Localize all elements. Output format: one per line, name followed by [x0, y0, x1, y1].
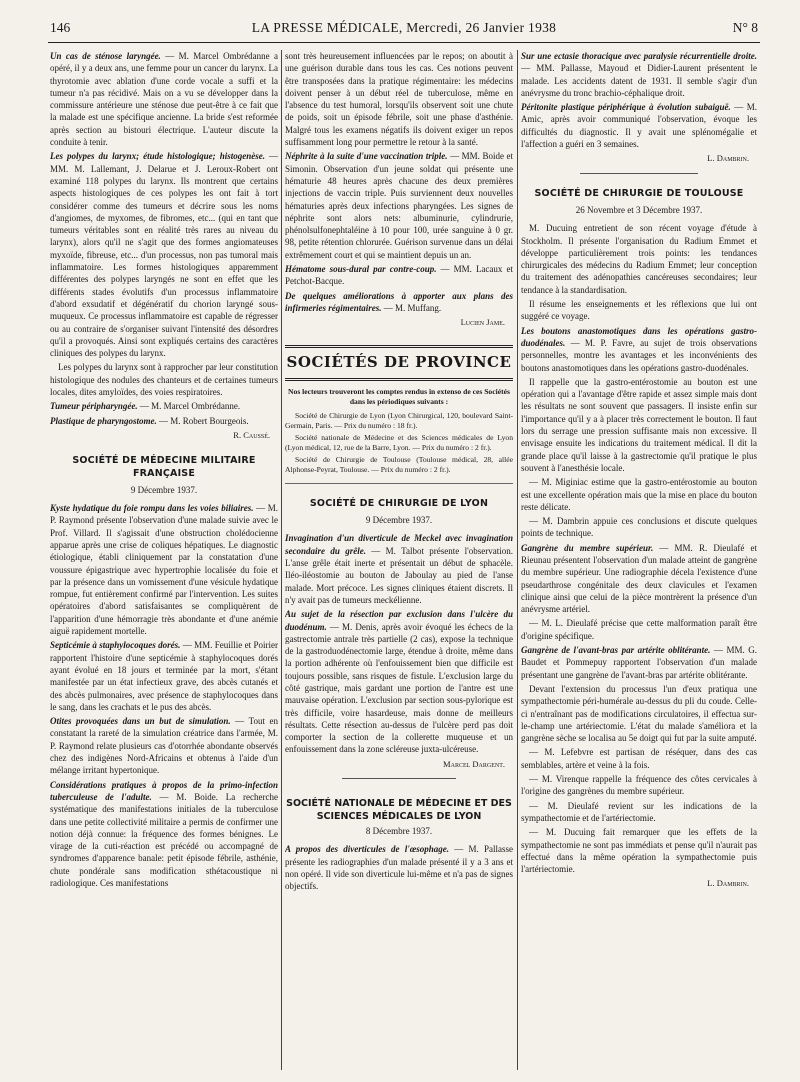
column-rule-1 — [281, 50, 282, 1070]
signature: Lucien Jame. — [460, 317, 505, 328]
article-title: Les boutons anastomotiques dans les opérations gastro-duodénales. — [521, 325, 757, 348]
article-infirmeries — [285, 290, 513, 315]
section-heading: SOCIÉTÉ DE CHIRURGIE DE TOULOUSE — [534, 187, 744, 199]
article-title: Néphrite à la suite d'une vaccination triple. — [285, 151, 448, 162]
signature: R. Caussé. — [233, 429, 270, 440]
article-text: — MM. Lacaux et Petchot-Bacque. — [285, 264, 513, 287]
section-heading: SOCIÉTÉ DE CHIRURGIE DE LYON — [309, 497, 489, 509]
running-header — [50, 20, 758, 42]
paragraph: — M. Ducuing fait remarquer que les effets de la sympathectomie ne sont pas immédiats et pense qu'il n'aurait pas effectué dans la même opération la sympathectomie puis l'artériectomie. — [521, 827, 757, 875]
article-text: — M. Denis, après avoir évoqué les échecs de la gastrectomie antrale très partielle (2 cas), expose la technique de la gastroduodénectomie large, étendue à droite, même dans la portion adhérente où l'enfouissement bien que difficile est toujours possible, sans risques de fistule. L'exclusion large du côté gastrique, mais gardant une portion de l'antre est une mauvaise opération. L'exclusion par section sous-pylorique est très difficile, voire hasardeuse, mais donne de meilleurs résultats. Cette résection au-dessus de l'ulcère perd pas doit comporter la section de la collerette muqueuse et un enfouissement dans la zone scléreuse juxta-ulcéreuse. — [285, 621, 513, 755]
notice-item: Société de Chirurgie de Lyon (Lyon Chirurgical, 120, boulevard Saint-Germain, Paris. — Prix du numéro : 18 fr.). — [285, 410, 513, 430]
article-text: — MM. Boide et Simonin. Observation d'un jeune soldat qui présente une hématurie 48 heures après chacune des deux premières injections de vaccin triple. Puis surviennent deux nouvelles hématuries après deux infections pharyngées. Les signes de néphrite sont alors nets: albuminurie, cylindrurie, phénolsulfonephtaléine à 10 pour 100, urée sanguine à 0 gr. 98, petite rétention chlorurée. Guérison survenue dans un délai extrêmement court et qui se maintient depuis un an. — [285, 151, 513, 260]
divider — [342, 778, 456, 779]
section-heading: SOCIÉTÉ DE MÉDECINE MILITAIRE FRANÇAISE — [72, 455, 256, 479]
article-title: Septicémie à staphylocoques dorés. — [50, 640, 181, 651]
section-date: 9 Décembre 1937. — [130, 484, 198, 495]
article-resection — [285, 608, 513, 756]
article-gangrene-avant-bras — [521, 644, 757, 681]
article-otites — [50, 715, 278, 776]
signature: Marcel Dargent. — [443, 758, 505, 769]
article-title: Kyste hydatique du foie rompu dans les voies biliaires. — [50, 503, 254, 514]
article-text: — MM. G. Baudet et Pommepuy rapportent l'observation d'un malade présentant une gangrène de l'avant-bras par artérite oblitérante. — [521, 645, 757, 680]
article-title: Invagination d'un diverticule de Meckel avec invagination secondaire du grêle. — [285, 533, 513, 556]
page-number: 146 — [50, 20, 71, 35]
notice-item: Société nationale de Médecine et des Sciences médicales de Lyon (Lyon médical, 12, rue de la Barre, Lyon. — Prix du numéro : 2 fr.). — [285, 432, 513, 452]
paragraph: sont très heureusement influencées par le repos; on aboutit à une guérison durable dans tous les cas. Ces notions peuvent être transposées dans la pratique régimentaire: les médecins doivent penser à un début réel de tuberculose, même en l'absence du test humoral, lorsqu'ils observent soit une chute de poids, soit un épisode fébrile, soit une phase d'asthénie. Malgré tous les examens négatifs ils doivent exiger un repos suffisamment long pour permettre le retour à la santé. — [285, 51, 513, 148]
issue-number: N° 8 — [732, 20, 758, 35]
notice-title: Nos lecteurs trouveront les comptes rendus in extenso de ces Sociétés dans les périodiques suivants : — [288, 386, 510, 406]
article-meckel — [285, 532, 513, 606]
article-text: — M. Marcel Ombrédanne a opéré, il y a deux ans, une femme pour un cancer du larynx. La thyrotomie avec ablation d'une corde vocale a suffi et la tumeur n'a pas récidivé. Mais on a vu se développer dans la commissure antérieure une sténose due peut-être à ce fait que la malade est une spécifique ancienne. La bride s'est reformée après section au bistouri électrique. L'auteur discute la conduite à tenir. — [50, 51, 278, 148]
paragraph: Il résume les enseignements et les réflexions que lui ont suggéré ce voyage. — [521, 299, 757, 322]
article-septicemie — [50, 639, 278, 713]
article-title: Plastique de pharyngostome. — [50, 415, 157, 426]
article-ectasie — [521, 50, 757, 99]
article-title: Un cas de sténose laryngée. — [50, 51, 161, 61]
province-title: SOCIÉTÉS DE PROVINCE — [286, 352, 512, 371]
article-text: — M. Pallasse présente les radiographies d'un malade présenté il y a 3 ans et non opéré. Il vide son diverticule lui-même et n'a pas de signes objectifs. — [285, 844, 513, 892]
section-date: 26 Novembre et 3 Décembre 1937. — [575, 204, 703, 215]
article-title: Les polypes du larynx; étude histologique; histogenèse. — [50, 151, 265, 162]
article-title: De quelques améliorations à apporter aux plans des infirmeries régimentaires. — [285, 290, 513, 313]
article-text: — M. Amic, après avoir communiqué l'observation, évoque les difficultés du diagnostic. Il y avait une splénomégalie et l'affection a guéri en 3 semaines. — [521, 102, 757, 150]
article-oesophage — [285, 843, 513, 892]
article-text: — M. P. Raymond présente l'observation d'une malade suivie avec le Prof. Villard. Il s'agissait d'une obstruction cholédocienne apparue après une crise de coliques hépatiques. Le diagnostic étiologique, établi cliniquement par la constatation d'une voussure épigastrique avec hypertrophie localisée du foie et par la présence dans un vomissement d'une vésicule hydatique rompue, fut entièrement confirmé par l'intervention. Les suites opératoires d'abord satisfaisantes se compliquèrent de l'apparition d'une hémorragie très abondante et d'une anémie aiguë rapidement mortelle. — [50, 503, 278, 637]
article-title: Péritonite plastique périphérique à évolution subaiguë. — [521, 102, 731, 113]
paragraph: M. Ducuing entretient de son récent voyage d'étude à Stockholm. Il présente l'organisation du Radium Emmet et développe particulièrement trois points: les tendances chirurgicales des médecins du Radium Emmet; leur conception du traitement des adénopathies cancéreuses secondaires; leur tendance à la standardisation. — [521, 223, 757, 295]
article-title: Otites provoquées dans un but de simulation. — [50, 716, 231, 727]
paragraph: — M. L. Dieulafé précise que cette malformation paraît être d'origine spécifique. — [521, 618, 757, 641]
article-primo-infection — [50, 779, 278, 890]
column-2 — [285, 50, 513, 1070]
section-heading: SOCIÉTÉ NATIONALE DE MÉDECINE ET DES SCIENCES MÉDICALES DE LYON — [286, 798, 512, 823]
article-kyste — [50, 502, 278, 637]
article-text: — MM. Pallasse, Mayoud et Didier-Laurent présentent le malade. Les accidents datent de 1931. Il semble s'agir d'un anévrysme du tronc brachio-céphalique droit. — [521, 63, 757, 98]
column-rule-2 — [517, 50, 518, 1070]
article-title: Gangrène du membre supérieur. — [521, 542, 654, 553]
article-title: Sur une ectasie thoracique avec paralysie récurrentielle droite. — [521, 51, 757, 61]
article-gangrene-membre — [521, 542, 757, 616]
section-date: 9 Décembre 1937. — [365, 515, 433, 526]
journal-title: LA PRESSE MÉDICALE, Mercredi, 26 Janvier 1938 — [251, 20, 557, 35]
article-text: — M. Robert Bourgeois. — [156, 415, 249, 426]
paragraph: — M. Virenque rappelle la fréquence des côtes cervicales à l'origine des gangrènes du membre supérieur. — [521, 774, 757, 797]
article-text: — M. P. Favre, au sujet de trois observations personnelles, montre les avantages et les inconvénients des boutons anastomotiques dans les opérations gastro-duodénales. — [521, 337, 757, 373]
paragraph: — M. Lefebvre est partisan de réséquer, dans des cas semblables, artère et veine à la fois. — [521, 747, 757, 770]
signature: L. Dambrin. — [707, 153, 749, 164]
article-text: — MM. Feuillie et Poirier rapportent l'histoire d'une septicémie à staphylocoques dorés ayant évolué en 18 jours et terminée par la mort, s'étant manifestée par un état infectieux grave, des abcès cutanés et des abcès pulmonaires, avec présence de staphylocoques dans le sang, dans les crachats et le pus des abcès. — [50, 640, 278, 712]
article-text: — Tout en constatant la rareté de la simulation créatrice dans l'armée, M. P. Raymond relate plusieurs cas d'otorrhée abondante observés chez des indigènes Nord-Africains et obtenus à l'aide d'un mélange irritant hypertonique. — [50, 716, 278, 776]
article-title: Considérations pratiques à propos de la primo-infection tuberculeuse de l'adulte. — [50, 779, 278, 802]
article-title: Tumeur péripharyngée. — [50, 401, 138, 412]
article-tumeur — [50, 400, 278, 412]
divider — [580, 173, 698, 174]
article-boutons — [521, 325, 757, 374]
article-peritonite — [521, 101, 757, 150]
header-rule — [48, 42, 760, 43]
article-text: — MM. M. Lallemant, J. Delarue et J. Leroux-Robert ont examiné 118 polypes du larynx. Ils montrent que certains aspects histologiques de ces polypes les ont fait à tort considérer comme des tumeurs et décrire sous les noms d'angiomes, de myxomes, de fibromes, etc... (qui en tant que tumeurs véritables sont en réalité très rares au niveau du larynx), alors qu'il ne s'agit que des formes angiomateuses myxoïde, fibreuse, etc... d'un processus, non pas tumoral mais inflammatoire. Les formes histologiques apparemment différentes des polypes laryngés ne sont en effet que les différents stades évolutifs d'un processus inflammatoire d'abord exsudatif et dégénératif du chorion laryngé sous-muqueux. Ce processus inflammatoire est capable de régresser ou au contraire de s'organiser suivant l'intensité des désordres qu'il a provoqués. Ainsi sont expliqués certains des caractères cliniques des polypes du larynx. — [50, 151, 278, 359]
periodicals-notice — [285, 387, 513, 484]
article-polypes — [50, 150, 278, 359]
paragraph: — M. Dambrin appuie ces conclusions et discute quelques points de technique. — [521, 516, 757, 539]
article-title: Hématome sous-dural par contre-coup. — [285, 264, 437, 275]
article-hematome — [285, 263, 513, 288]
paragraph: Il rappelle que la gastro-entérostomie au bouton est une opération qui a l'avantage d'être rapide et assez simple mais dont les résultats ne sont souvent que passagers. Il insiste enfin sur l'importance qu'il y a à placer très correctement le bouton. Il faut lors du serrage une pression suffisante mais non excessive. Il envisage ensuite les indications du traitement médical. Il dit la grande place qu'il laisse à la gastrectomie qu'il pratique le plus souvent à l'anesthésie locale. — [521, 376, 757, 473]
paragraph: — M. Miginiac estime que la gastro-entérostomie au bouton est une excellente opération mais que la mise en place du bouton reste délicate. — [521, 477, 757, 512]
article-nephrite — [285, 150, 513, 261]
section-date: 8 Décembre 1937. — [365, 826, 433, 837]
paragraph: Les polypes du larynx sont à rapprocher par leur constitution histologique des nodules des chanteurs et de certaines tumeurs locales, dites amyloïdes, des voies respiratoires. — [50, 362, 278, 398]
column-1 — [50, 50, 278, 1070]
article-text: — M. Marcel Ombrédanne. — [137, 401, 241, 412]
article-title: Au sujet de la résection par exclusion dans l'ulcère du duodénum. — [285, 609, 513, 632]
article-text: — M. Boide. La recherche systématique des manifestations initiales de la tuberculose dans une petite collectivité militaire a permis de confirmer une notion déjà connue: la fréquence des formes bénignes. Le virage de la cuti-réaction est précédé ou accompagné de syndromes d'apparence banale: petit épisode fébrile, asthénie, chute pondérale sans modification sthétacoustique ni radiologique. Ces manifestations — [50, 791, 278, 888]
paragraph: — M. Dieulafé revient sur les indications de la sympathectomie et de l'artériectomie. — [521, 800, 757, 823]
article-title: Gangrène de l'avant-bras par artérite oblitérante. — [521, 645, 711, 656]
article-plastique — [50, 415, 278, 427]
article-stenose — [50, 50, 278, 148]
signature: L. Dambrin. — [707, 878, 749, 889]
paragraph: Devant l'extension du processus l'un d'eux pratiqua une sympathectomie péri-humérale au-dessus du pli du coude. Celle-ci n'entraînant pas de modifications circulatoires, il effectua sur-le-champ une artériectomie. L'état du malade s'améliora et la gangrène sèche se localisa au 5e doigt qui fut par la suite amputé. — [521, 683, 757, 744]
article-title: A propos des diverticules de l'œsophage. — [285, 844, 449, 855]
article-text: — MM. R. Dieulafé et Rieunau présentent l'observation d'un malade atteint de gangrène du membre supérieur. Une radiographie décela l'existence d'une pseudarthrose congénitale des deux clavicules et l'examen clinique ainsi que celui de la pièce montrèrent la présence d'un anévrysme artériel. — [521, 542, 757, 615]
article-text: — M. Talbot présente l'observation. L'anse grêle était inerte et présentait un début de sphacèle. Iléo-iléostomie au bouton de Jaboulay au pied de l'anse malade. Mort précoce. Les signes cliniques étaient discrets. Il n'y avait pas de tumeurs meckélienne. — [285, 545, 513, 605]
notice-item: Société de Chirurgie de Toulouse (Toulouse médical, 28, allée Alphonse-Peyrat, Toulouse. — Prix du numéro : 2 fr.). — [285, 454, 513, 474]
province-banner — [285, 345, 513, 381]
column-3 — [521, 50, 757, 1070]
article-text: — M. Muffang. — [381, 302, 442, 313]
